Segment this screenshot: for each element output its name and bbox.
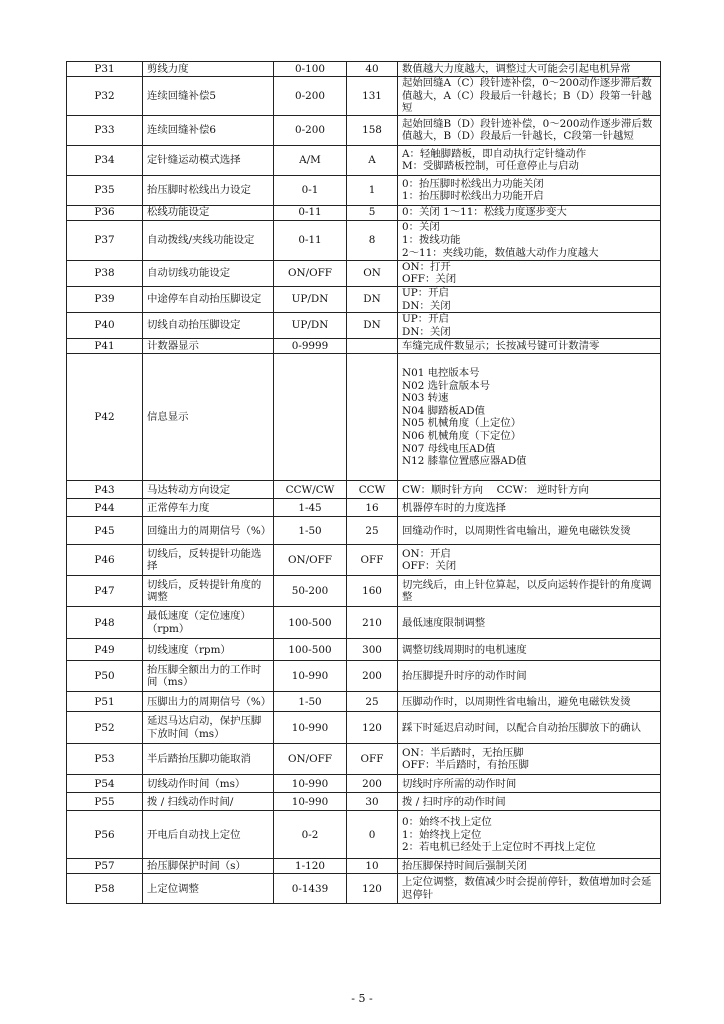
param-default: 200 (347, 775, 398, 793)
param-description: UP：开启 DN：关闭 (398, 313, 661, 339)
param-description: A：轻触脚踏板，即自动执行定针缝动作 M：受脚踏板控制，可任意停止与启动 (398, 145, 661, 175)
param-name: 剪线力度 (143, 62, 274, 77)
param-default: A (347, 145, 398, 175)
page-number: - 5 - (351, 992, 373, 1005)
table-row (67, 175, 661, 205)
table-row (67, 220, 661, 260)
table-row (67, 481, 661, 499)
param-description: 抬压脚提升时序的动作时间 (398, 661, 661, 692)
table-row (67, 354, 661, 481)
param-id: P51 (67, 692, 143, 712)
param-description: 车缝完成件数显示；长按减号键可计数清零 (398, 339, 661, 354)
table-row (67, 313, 661, 339)
param-default: 25 (347, 517, 398, 545)
param-id: P32 (67, 77, 143, 116)
param-default: 300 (347, 639, 398, 661)
param-range: 0-11 (274, 220, 347, 260)
param-default: 40 (347, 62, 398, 77)
param-name: 半后踏抬压脚功能取消 (143, 744, 274, 775)
param-name: 切线动作时间（ms） (143, 775, 274, 793)
table-row (67, 576, 661, 607)
param-description: 0：关闭 1～11：松线力度逐步变大 (398, 205, 661, 220)
param-default: 120 (347, 874, 398, 904)
param-description: 调整切线周期时的电机速度 (398, 639, 661, 661)
param-description: 回缝动作时，以周期性省电输出，避免电磁铁发烫 (398, 517, 661, 545)
param-description: 拨 / 扫时序的动作时间 (398, 793, 661, 811)
param-description: 切完线后，由上针位算起，以反向运转作提针的角度调 整 (398, 576, 661, 607)
table-row (67, 145, 661, 175)
param-id: P40 (67, 313, 143, 339)
param-id: P50 (67, 661, 143, 692)
param-default: OFF (347, 744, 398, 775)
param-description: 最低速度限制调整 (398, 607, 661, 639)
param-default: 30 (347, 793, 398, 811)
param-range: 10-990 (274, 775, 347, 793)
param-description: 0：关闭 1：拨线功能 2～11：夹线功能，数值越大动作力度越大 (398, 220, 661, 260)
param-id: P41 (67, 339, 143, 354)
param-id: P58 (67, 874, 143, 904)
param-name: 切线后，反转提针角度的 调整 (143, 576, 274, 607)
table-row (67, 545, 661, 576)
param-id: P36 (67, 205, 143, 220)
param-name: 连续回缝补偿5 (143, 77, 274, 116)
table-row (67, 712, 661, 744)
param-default: 16 (347, 499, 398, 517)
param-range: 1-50 (274, 692, 347, 712)
param-default: 160 (347, 576, 398, 607)
param-range: A/M (274, 145, 347, 175)
param-id: P47 (67, 576, 143, 607)
param-range: 0-200 (274, 115, 347, 145)
param-description: ON：打开 OFF：关闭 (398, 260, 661, 286)
param-range: UP/DN (274, 313, 347, 339)
param-range: 10-990 (274, 712, 347, 744)
param-id: P38 (67, 260, 143, 286)
param-default: 25 (347, 692, 398, 712)
param-range: 0-100 (274, 62, 347, 77)
table-row (67, 859, 661, 874)
param-id: P37 (67, 220, 143, 260)
param-description: 起始回缝B（D）段针迹补偿，0～200动作逐步滞后数 值越大，B（D）段最后一针越长，C段第一针越短 (398, 115, 661, 145)
param-range: ON/OFF (274, 744, 347, 775)
param-range: ON/OFF (274, 545, 347, 576)
param-name: 上定位调整 (143, 874, 274, 904)
param-name: 压脚出力的周期信号（%） (143, 692, 274, 712)
param-name: 松线功能设定 (143, 205, 274, 220)
parameter-table (66, 61, 661, 904)
param-description: CW：顺时针方向 CCW： 逆时针方向 (398, 481, 661, 499)
param-name: 切线速度（rpm） (143, 639, 274, 661)
param-name: 开电后自动找上定位 (143, 811, 274, 859)
param-description: ON：半后踏时，无抬压脚 OFF：半后踏时，有抬压脚 (398, 744, 661, 775)
param-range: 100-500 (274, 639, 347, 661)
table-row (67, 77, 661, 116)
param-default: 1 (347, 175, 398, 205)
param-name: 中途停车自动抬压脚设定 (143, 286, 274, 312)
param-range (274, 354, 347, 481)
param-description: N01 电控版本号 N02 选针盒版本号 N03 转速 N04 脚踏板AD值 N05 机械角度（上定位） N06 机械角度（下定位） N07 母线电压AD值 N12 膝靠位置感应器AD值 (398, 354, 661, 481)
param-description: 数值越大力度越大，调整过大可能会引起电机异常 (398, 62, 661, 77)
param-default (347, 339, 398, 354)
param-range: 0-1 (274, 175, 347, 205)
table-row (67, 744, 661, 775)
table-row (67, 62, 661, 77)
param-id: P57 (67, 859, 143, 874)
table-row (67, 499, 661, 517)
param-name: 连续回缝补偿6 (143, 115, 274, 145)
param-id: P56 (67, 811, 143, 859)
param-name: 抬压脚时松线出力设定 (143, 175, 274, 205)
table-row (67, 517, 661, 545)
param-default: 210 (347, 607, 398, 639)
parameter-table-body (67, 62, 661, 904)
param-name: 拨 / 扫线动作时间/ (143, 793, 274, 811)
param-name: 自动切线功能设定 (143, 260, 274, 286)
param-description: 机器停车时的力度选择 (398, 499, 661, 517)
table-row (67, 339, 661, 354)
param-description: 踩下时延迟启动时间，以配合自动抬压脚放下的确认 (398, 712, 661, 744)
param-default: DN (347, 286, 398, 312)
param-description: 压脚动作时，以周期性省电输出，避免电磁铁发烫 (398, 692, 661, 712)
param-name: 信息显示 (143, 354, 274, 481)
param-name: 马达转动方向设定 (143, 481, 274, 499)
param-default: ON (347, 260, 398, 286)
param-range: UP/DN (274, 286, 347, 312)
param-id: P54 (67, 775, 143, 793)
param-id: P35 (67, 175, 143, 205)
table-row (67, 775, 661, 793)
param-default: 131 (347, 77, 398, 116)
param-range: 100-500 (274, 607, 347, 639)
param-default (347, 354, 398, 481)
param-range: 0-11 (274, 205, 347, 220)
table-row (67, 205, 661, 220)
param-default: CCW (347, 481, 398, 499)
param-range: 0-200 (274, 77, 347, 116)
param-description: ON：开启 OFF：关闭 (398, 545, 661, 576)
param-range: 10-990 (274, 661, 347, 692)
param-id: P42 (67, 354, 143, 481)
param-range: 1-45 (274, 499, 347, 517)
table-row (67, 286, 661, 312)
param-range: 10-990 (274, 793, 347, 811)
param-name: 回缝出力的周期信号（%） (143, 517, 274, 545)
param-name: 抬压脚保护时间（s） (143, 859, 274, 874)
param-id: P55 (67, 793, 143, 811)
param-name: 定针缝运动模式选择 (143, 145, 274, 175)
param-name: 延迟马达启动，保护压脚 下放时间（ms） (143, 712, 274, 744)
table-row (67, 692, 661, 712)
param-id: P33 (67, 115, 143, 145)
param-range: 0-2 (274, 811, 347, 859)
param-id: P46 (67, 545, 143, 576)
param-id: P48 (67, 607, 143, 639)
table-row (67, 811, 661, 859)
param-range: 0-9999 (274, 339, 347, 354)
param-id: P53 (67, 744, 143, 775)
param-description: 起始回缝A（C）段针迹补偿，0～200动作逐步滞后数 值越大，A（C）段最后一针越长；B（D）段第一针越短 (398, 77, 661, 116)
param-range: CCW/CW (274, 481, 347, 499)
param-default: OFF (347, 545, 398, 576)
param-id: P39 (67, 286, 143, 312)
param-default: 158 (347, 115, 398, 145)
param-default: 200 (347, 661, 398, 692)
param-id: P49 (67, 639, 143, 661)
param-name: 计数器显示 (143, 339, 274, 354)
table-row (67, 115, 661, 145)
param-range: 50-200 (274, 576, 347, 607)
table-row (67, 874, 661, 904)
param-range: 0-1439 (274, 874, 347, 904)
param-default: 10 (347, 859, 398, 874)
param-id: P44 (67, 499, 143, 517)
param-name: 切线后，反转提针功能选 择 (143, 545, 274, 576)
table-row (67, 639, 661, 661)
param-description: 0：始终不找上定位 1：始终找上定位 2：若电机已经处于上定位时不再找上定位 (398, 811, 661, 859)
param-description: 上定位调整，数值减少时会提前停针，数值增加时会延 迟停针 (398, 874, 661, 904)
table-row (67, 607, 661, 639)
param-name: 自动拨线/夹线功能设定 (143, 220, 274, 260)
param-description: 0：抬压脚时松线出力功能关闭 1：抬压脚时松线出力功能开启 (398, 175, 661, 205)
param-default: DN (347, 313, 398, 339)
param-name: 切线自动抬压脚设定 (143, 313, 274, 339)
param-range: ON/OFF (274, 260, 347, 286)
table-row (67, 260, 661, 286)
param-description: 切线时序所需的动作时间 (398, 775, 661, 793)
param-id: P52 (67, 712, 143, 744)
param-name: 正常停车力度 (143, 499, 274, 517)
param-default: 120 (347, 712, 398, 744)
param-range: 1-120 (274, 859, 347, 874)
param-description: 抬压脚保持时间后强制关闭 (398, 859, 661, 874)
param-default: 8 (347, 220, 398, 260)
param-name: 最低速度（定位速度） （rpm） (143, 607, 274, 639)
table-row (67, 661, 661, 692)
param-description: UP：开启 DN：关闭 (398, 286, 661, 312)
param-name: 抬压脚全额出力的工作时 间（ms） (143, 661, 274, 692)
param-range: 1-50 (274, 517, 347, 545)
param-id: P45 (67, 517, 143, 545)
table-row (67, 793, 661, 811)
param-id: P31 (67, 62, 143, 77)
param-default: 0 (347, 811, 398, 859)
param-default: 5 (347, 205, 398, 220)
param-id: P34 (67, 145, 143, 175)
param-id: P43 (67, 481, 143, 499)
